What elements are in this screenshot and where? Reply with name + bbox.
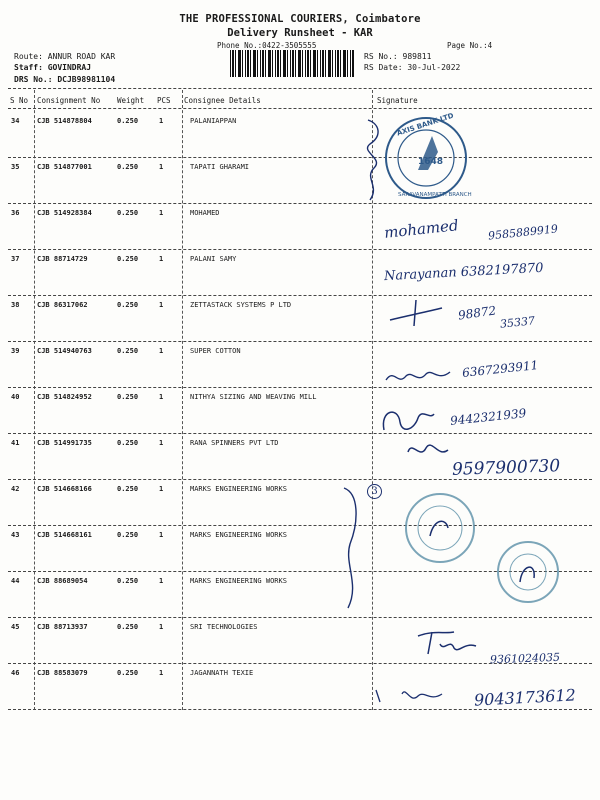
row-divider (8, 387, 592, 388)
signature-41-mark (404, 438, 452, 462)
row-divider (8, 157, 592, 158)
row-consignment-number: CJB 514928384 (37, 209, 92, 217)
row-sno: 35 (11, 163, 20, 171)
signature-38-phone-a: 98872 (457, 303, 497, 323)
signature-41-phone: 9597900730 (451, 456, 561, 480)
company-stamp-42 (400, 488, 480, 568)
row-consignment-number: CJB 514824952 (37, 393, 92, 401)
row-consignee: MARKS ENGINEERING WORKS (190, 485, 287, 493)
row-pcs: 1 (159, 209, 164, 217)
row-weight: 0.250 (117, 439, 139, 447)
header-rule-top (8, 88, 592, 89)
row-weight: 0.250 (117, 623, 139, 631)
row-sno: 38 (11, 301, 20, 309)
row-pcs: 1 (159, 623, 164, 631)
row-weight: 0.250 (117, 577, 139, 585)
row-weight: 0.250 (117, 669, 139, 677)
row-sno: 42 (11, 485, 20, 493)
header-rule-bottom (8, 108, 592, 109)
rs-number: RS No.: 989811 (364, 52, 432, 61)
row-consignment-number: CJB 514668166 (37, 485, 92, 493)
signature-46-phone: 9043173612 (473, 685, 577, 710)
row-divider (8, 709, 592, 710)
row-weight: 0.250 (117, 301, 139, 309)
row-pcs: 1 (159, 531, 164, 539)
row-consignee: MOHAMED (190, 209, 220, 217)
row-divider (8, 479, 592, 480)
signature-45-phone: 9361024035 (489, 650, 561, 667)
column-header-consignment: Consignment No (37, 96, 101, 105)
row-pcs: 1 (159, 577, 164, 585)
signature-40-phone: 9442321939 (449, 406, 527, 428)
row-sno: 37 (11, 255, 20, 263)
row-pcs: 1 (159, 393, 164, 401)
company-name: THE PROFESSIONAL COURIERS, Coimbatore (179, 13, 421, 25)
phone-number: Phone No.:0422-3505555 (217, 41, 317, 50)
row-sno: 40 (11, 393, 20, 401)
signature-42-mark: 3 (367, 484, 382, 499)
bracket-42-44 (338, 484, 368, 614)
drs-number: DRS No.: DCJB98981104 (14, 75, 116, 84)
row-sno: 46 (11, 669, 20, 677)
route-label: Route: ANNUR ROAD KAR (14, 52, 116, 61)
row-sno: 44 (11, 577, 20, 585)
signature-36-phone: 9585889919 (487, 222, 559, 243)
row-consignee: MARKS ENGINEERING WORKS (190, 577, 287, 585)
row-weight: 0.250 (117, 347, 139, 355)
row-consignment-number: CJB 514668161 (37, 531, 92, 539)
bank-stamp-top-text: AXIS BANK LTD (395, 111, 455, 138)
row-weight: 0.250 (117, 255, 139, 263)
row-sno: 34 (11, 117, 20, 125)
column-header-pcs: PCS (157, 96, 171, 105)
row-consignee: TAPATI GHARAMI (190, 163, 250, 171)
column-header-sno: S No (10, 96, 29, 105)
row-consignment-number: CJB 88714729 (37, 255, 88, 263)
row-sno: 36 (11, 209, 20, 217)
row-sno: 41 (11, 439, 20, 447)
row-pcs: 1 (159, 347, 164, 355)
signature-38-phone-b: 35337 (499, 314, 536, 331)
row-consignee: SRI TECHNOLOGIES (190, 623, 258, 631)
signature-37: Narayanan 6382197870 (383, 260, 544, 285)
row-divider (8, 295, 592, 296)
rs-date: RS Date: 30-Jul-2022 (364, 63, 461, 72)
row-sno: 45 (11, 623, 20, 631)
row-consignment-number: CJB 514878804 (37, 117, 92, 125)
column-header-consignee: Consignee Details (184, 96, 261, 105)
row-sno: 43 (11, 531, 20, 539)
row-pcs: 1 (159, 163, 164, 171)
signature-46-mark (372, 684, 462, 712)
row-consignee: ZETTASTACK SYSTEMS P LTD (190, 301, 292, 309)
signature-39-mark (384, 366, 454, 390)
row-weight: 0.250 (117, 485, 139, 493)
row-consignee: NITHYA SIZING AND WEAVING MILL (190, 393, 317, 401)
row-sno: 39 (11, 347, 20, 355)
row-consignee: MARKS ENGINEERING WORKS (190, 531, 287, 539)
row-consignee: PALANI SAMY (190, 255, 237, 263)
row-consignee: JAGANNATH TEXIE (190, 669, 254, 677)
company-stamp-44 (488, 538, 568, 608)
row-pcs: 1 (159, 439, 164, 447)
row-weight: 0.250 (117, 531, 139, 539)
row-divider (8, 341, 592, 342)
column-header-weight: Weight (117, 96, 145, 105)
row-consignee: PALANIAPPAN (190, 117, 237, 125)
row-divider (8, 249, 592, 250)
row-weight: 0.250 (117, 117, 139, 125)
row-divider (8, 617, 592, 618)
row-consignee: RANA SPINNERS PVT LTD (190, 439, 279, 447)
row-divider (8, 433, 592, 434)
signature-45-mark (414, 628, 484, 658)
barcode (230, 50, 354, 77)
staff-label: Staff: GOVINDRAJ (14, 63, 92, 72)
row-consignment-number: CJB 88713937 (37, 623, 88, 631)
bank-stamp-code: 1648 (418, 157, 444, 167)
row-divider (8, 203, 592, 204)
row-pcs: 1 (159, 669, 164, 677)
row-consignment-number: CJB 514940763 (37, 347, 92, 355)
row-pcs: 1 (159, 255, 164, 263)
row-consignment-number: CJB 514991735 (37, 439, 92, 447)
bank-stamp-bottom-text: SARAVANAMPATTI BRANCH (398, 192, 472, 198)
column-header-signature: Signature (377, 96, 418, 105)
row-consignment-number: CJB 514877001 (37, 163, 92, 171)
signature-40-mark (378, 400, 438, 440)
row-weight: 0.250 (117, 393, 139, 401)
row-consignment-number: CJB 86317062 (37, 301, 88, 309)
row-pcs: 1 (159, 485, 164, 493)
row-weight: 0.250 (117, 209, 139, 217)
signature-39-phone: 6367293911 (461, 358, 539, 380)
row-pcs: 1 (159, 301, 164, 309)
document-title: Delivery Runsheet - KAR (227, 27, 373, 39)
signature-38-mark (386, 298, 446, 330)
row-consignee: SUPER COTTON (190, 347, 241, 355)
axis-bank-stamp (378, 112, 478, 204)
row-divider (8, 525, 592, 526)
row-consignment-number: CJB 88689054 (37, 577, 88, 585)
page-number: Page No.:4 (447, 41, 493, 50)
row-consignment-number: CJB 88583079 (37, 669, 88, 677)
row-pcs: 1 (159, 117, 164, 125)
row-weight: 0.250 (117, 163, 139, 171)
signature-36-name: mohamed (383, 216, 460, 242)
